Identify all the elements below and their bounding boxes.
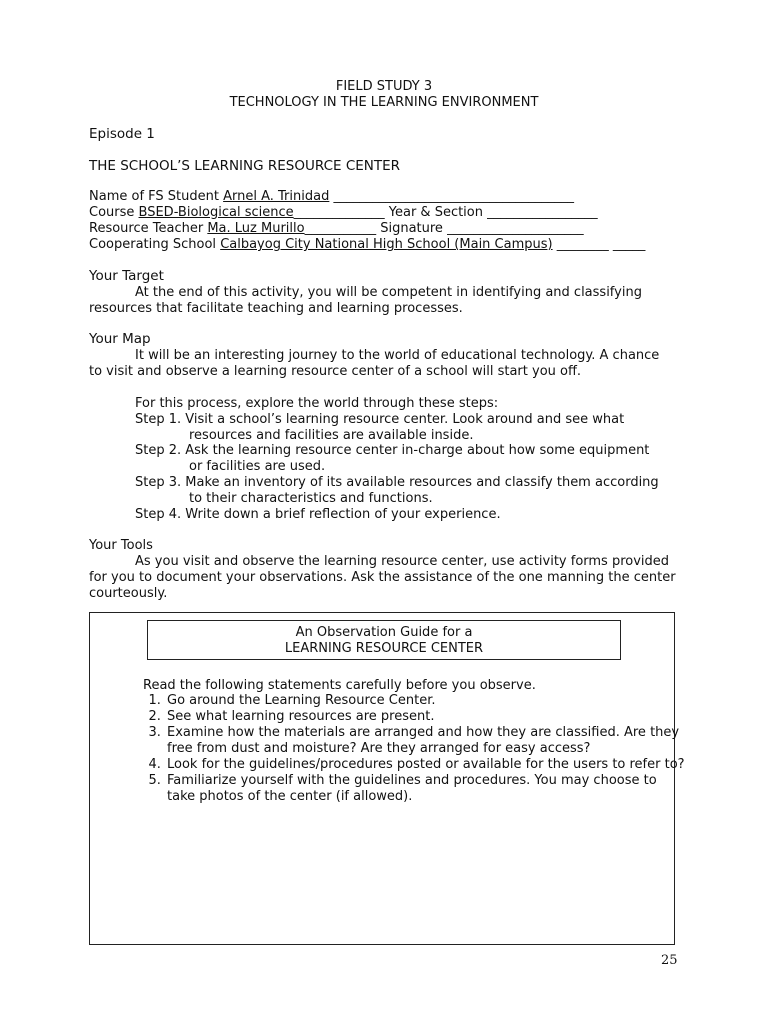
- map-step-1-cont: resources and facilities are available inside.: [189, 428, 474, 443]
- target-line-1: At the end of this activity, you will be competent in identifying and classifying: [135, 285, 642, 300]
- signature-blank: _____________________: [447, 221, 584, 236]
- target-heading: Your Target: [89, 268, 164, 284]
- name-value: Arnel A. Trinidad: [223, 189, 330, 204]
- school-blank: ________ _____: [556, 237, 646, 252]
- map-step-3-cont: to their characteristics and functions.: [189, 491, 433, 506]
- map-line-2: to visit and observe a learning resource center of a school will start you off.: [89, 364, 582, 379]
- header-course: FIELD STUDY 3: [335, 79, 433, 94]
- section-title: THE SCHOOL’S LEARNING RESOURCE CENTER: [89, 158, 401, 174]
- guide-title-line-2: LEARNING RESOURCE CENTER: [284, 641, 484, 656]
- page-number: 25: [661, 953, 678, 968]
- map-step-1: Step 1. Visit a school’s learning resource center. Look around and see what: [135, 412, 625, 427]
- form-teacher-row: [89, 221, 584, 237]
- signature-label: Signature: [380, 221, 443, 236]
- tools-line-1: As you visit and observe the learning resource center, use activity forms provided: [135, 554, 670, 569]
- map-step-2-cont: or facilities are used.: [189, 459, 326, 474]
- year-label: Year & Section: [388, 205, 483, 220]
- list-item: 5. Familiarize yourself with the guidelines and procedures. You may choose to take photos of the center (if allowed).: [165, 773, 685, 805]
- name-blank: _____________________________________: [333, 189, 574, 204]
- target-line-2: resources that facilitate teaching and learning processes.: [89, 301, 463, 316]
- form-name-row: [89, 189, 574, 205]
- tools-line-3: courteously.: [89, 586, 168, 601]
- teacher-value: Ma. Luz Murillo: [207, 221, 305, 236]
- list-item: 3. Examine how the materials are arranged and how they are classified. Are they free from dust and moisture? Are they arranged for easy access?: [165, 725, 685, 757]
- school-label: Cooperating School: [89, 237, 217, 252]
- tools-heading: Your Tools: [89, 538, 153, 553]
- teacher-blank: ___________: [304, 221, 377, 236]
- header-title: TECHNOLOGY IN THE LEARNING ENVIRONMENT: [229, 95, 539, 110]
- guide-intro: Read the following statements carefully before you observe.: [143, 678, 536, 693]
- teacher-label: Resource Teacher: [89, 221, 204, 236]
- map-line-1: It will be an interesting journey to the world of educational technology. A chance: [135, 348, 660, 363]
- map-heading: Your Map: [89, 331, 151, 347]
- name-label: Name of FS Student: [89, 189, 219, 204]
- year-blank: _________________: [487, 205, 598, 220]
- map-step-4: Step 4. Write down a brief reflection of your experience.: [135, 507, 501, 522]
- guide-title-line-1: An Observation Guide for a: [295, 625, 473, 640]
- list-item: 4. Look for the guidelines/procedures posted or available for the users to refer to?: [165, 757, 685, 773]
- course-value: BSED-Biological science: [138, 205, 294, 220]
- episode-label: Episode 1: [89, 126, 155, 142]
- map-intro: For this process, explore the world through these steps:: [135, 396, 499, 411]
- list-item: 2. See what learning resources are present.: [165, 709, 685, 725]
- tools-line-2: for you to document your observations. Ask the assistance of the one manning the center: [89, 570, 676, 585]
- form-course-row: [89, 205, 598, 221]
- form-school-row: [89, 237, 645, 253]
- course-label: Course: [89, 205, 135, 220]
- map-step-3: Step 3. Make an inventory of its available resources and classify them according: [135, 475, 659, 490]
- school-value: Calbayog City National High School (Main Campus): [220, 237, 553, 252]
- list-item: 1. Go around the Learning Resource Center.: [165, 693, 685, 709]
- observation-guide-title: [147, 620, 621, 660]
- map-step-2: Step 2. Ask the learning resource center in-charge about how some equipment: [135, 443, 650, 458]
- guide-steps-list: [143, 693, 685, 805]
- course-blank: ______________: [293, 205, 385, 220]
